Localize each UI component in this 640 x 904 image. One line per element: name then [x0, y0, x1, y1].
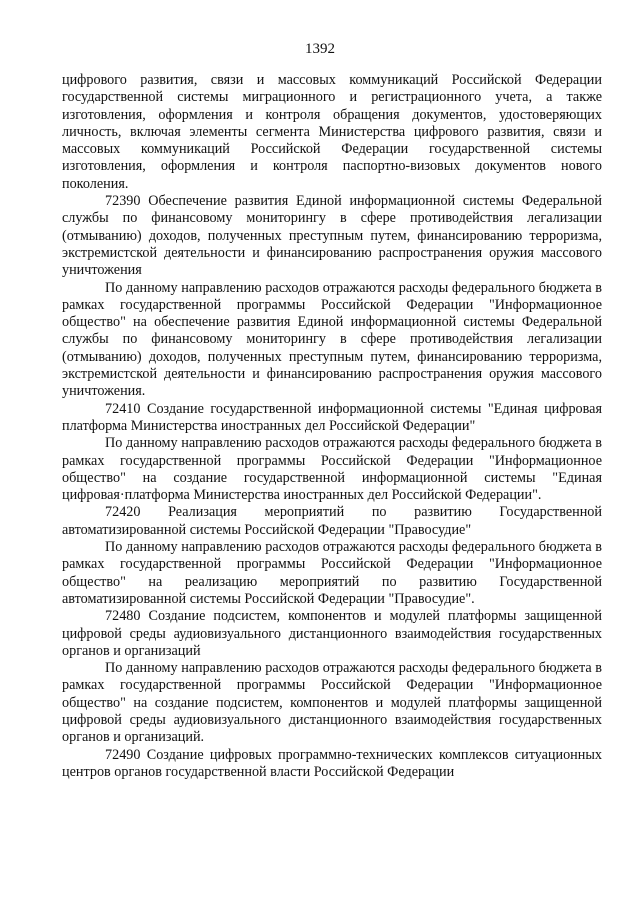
- section-heading-72410: 72410 Создание государственной информационной системы "Единая цифровая платформа Министерства иностранных дел Российской Федерации": [62, 400, 602, 434]
- section-heading-72490: 72490 Создание цифровых программно-технических комплексов ситуационных центров органов государственной власти Российской Федерации: [62, 746, 602, 780]
- paragraph-72480-description: По данному направлению расходов отражаются расходы федерального бюджета в рамках государственной программы Российской Федерации "Информационное общество" на создание подсистем, компонентов и модулей платформы защищенной цифровой среды аудиовизуального дистанционного взаимодействия государственных органов и организаций.: [62, 660, 602, 746]
- section-heading-72420: 72420 Реализация мероприятий по развитию Государственной автоматизированной системы Российской Федерации "Правосудие": [62, 504, 602, 538]
- paragraph-72420-description: По данному направлению расходов отражаются расходы федерального бюджета в рамках государственной программы Российской Федерации "Информационное общество" на реализацию мероприятий по развитию Государственной автоматизированной системы Российской Федерации "Правосудие".: [62, 539, 602, 607]
- section-heading-72390: 72390 Обеспечение развития Единой информационной системы Федеральной службы по финансовому мониторингу в сфере противодействия легализации (отмыванию) доходов, полученных преступным путем, финансированию терроризма, экстремистской деятельности и финансированию распространения оружия массового уничтожения: [62, 193, 602, 279]
- paragraph-72410-description: По данному направлению расходов отражаются расходы федерального бюджета в рамках государственной программы Российской Федерации "Информационное общество" на создание государственной информационной системы "Единая цифровая·платформа Министерства иностранных дел Российской Федерации".: [62, 435, 602, 504]
- page-number: 1392: [305, 41, 335, 57]
- document-body: [62, 72, 602, 781]
- section-heading-72480: 72480 Создание подсистем, компонентов и модулей платформы защищенной цифровой среды аудиовизуального дистанционного взаимодействия государственных органов и организаций: [62, 608, 602, 659]
- paragraph-continuation: цифрового развития, связи и массовых коммуникаций Российской Федерации государственной системы миграционного и регистрационного учета, а также изготовления, оформления и контроля обращения документов, удостоверяющих личность, включая элементы сегмента Министерства цифрового развития, связи и массовых коммуникаций Российской Федерации государственной системы изготовления, оформления и контроля паспортно-визовых документов нового поколения.: [62, 72, 602, 192]
- paragraph-72390-description: По данному направлению расходов отражаются расходы федерального бюджета в рамках государственной программы Российской Федерации "Информационное общество" на обеспечение развития Единой информационной системы Федеральной службы по финансовому мониторингу в сфере противодействия легализации (отмыванию) доходов, полученных преступным путем, финансированию терроризма, экстремистской деятельности и финансированию распространения оружия массового уничтожения.: [62, 279, 602, 400]
